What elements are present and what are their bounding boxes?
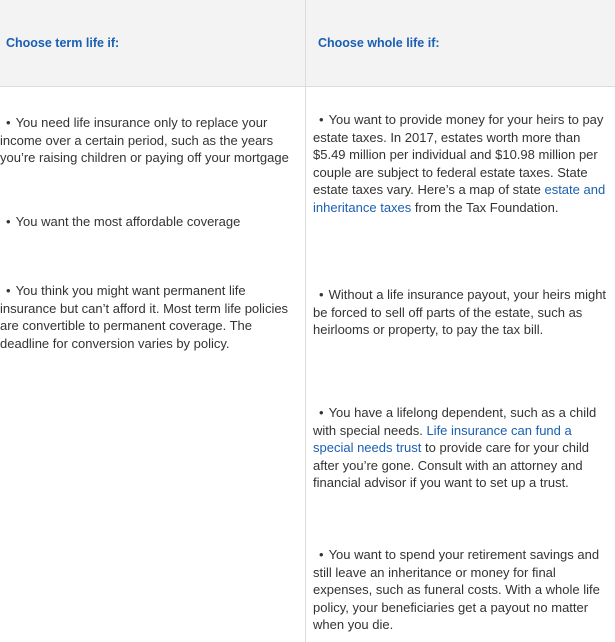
list-item [313, 111, 611, 217]
list-item-text: You need life insurance only to replace your income over a certain period, such as the years you’re raising children or paying off your mortgage [0, 115, 289, 166]
list-item [0, 282, 299, 352]
list-item [0, 213, 299, 231]
estate-taxes-link[interactable]: estate and inheritance taxes [313, 182, 606, 215]
list-item-text: You want the most affordable coverage [15, 214, 241, 229]
list-item-text: You want to spend your retirement savings and still leave an inheritance or money for final expenses, such as funeral costs. With a whole life policy, your beneficiaries get a payout no matter when you die. [313, 547, 600, 633]
list-item [313, 404, 611, 492]
bullet-icon: • [6, 283, 11, 298]
list-item-text: You want to provide money for your heirs to pay estate taxes. In 2017, estates worth more than $5.49 million per individual and $10.98 million per couple are subject to federal estate taxes. State estate taxes vary. Here’s a map of state [313, 112, 604, 198]
column-divider [305, 0, 306, 642]
bullet-icon: • [319, 112, 324, 127]
list-item [313, 286, 611, 339]
list-item-text: You have a lifelong dependent, such as a child with special needs. [313, 405, 597, 438]
bullet-icon: • [319, 405, 324, 420]
list-item-text: Without a life insurance payout, your heirs might be forced to sell off parts of the estate, such as heirlooms or property, to pay the tax bill. [313, 287, 607, 338]
bullet-icon: • [6, 214, 11, 229]
whole-life-heading: Choose whole life if: [318, 36, 440, 50]
list-item-text: You think you might want permanent life insurance but can’t afford it. Most term life policies are convertible to permanent coverage. The deadline for conversion varies by policy. [0, 283, 289, 351]
list-item [313, 546, 611, 634]
bullet-icon: • [319, 547, 324, 562]
list-item [0, 114, 299, 167]
term-life-heading: Choose term life if: [6, 36, 120, 50]
special-needs-trust-link[interactable]: Life insurance can fund a special needs trust [313, 422, 572, 456]
list-item-text: from the Tax Foundation. [411, 199, 559, 215]
bullet-icon: • [319, 287, 324, 302]
bullet-icon: • [6, 115, 11, 130]
list-item-text: to provide care for your child after you’re gone. Consult with an attorney and financial advisor if you want to set up a trust. [313, 440, 590, 491]
